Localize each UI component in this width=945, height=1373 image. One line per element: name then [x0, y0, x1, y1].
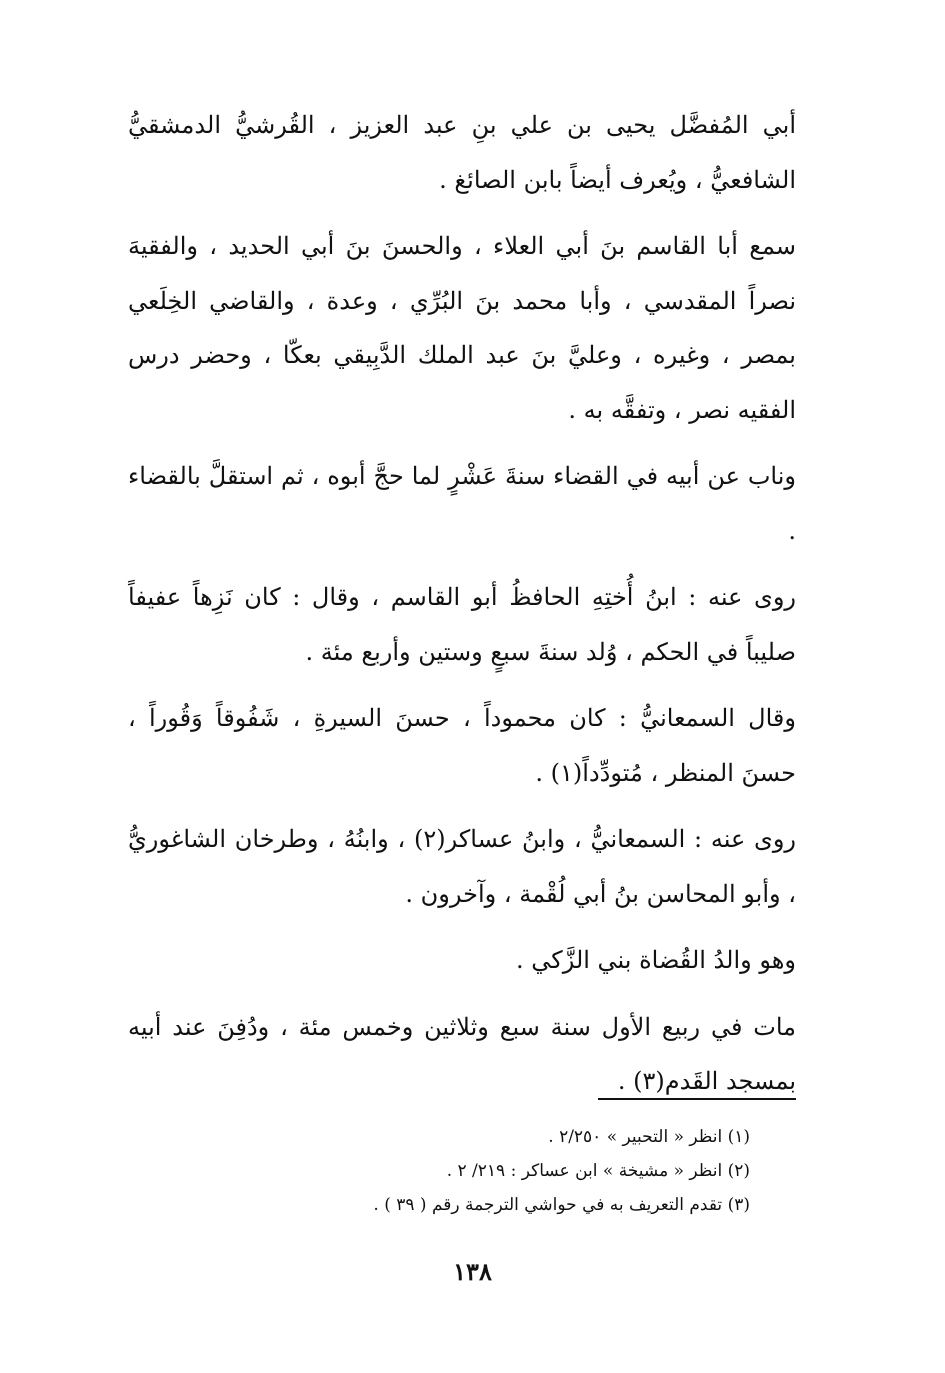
paragraph-name-intro: أبي المُفضَّل يحيى بن علي بنِ عبد العزيز ، القُرشيُّ الدمشقيُّ الشافعيُّ ، ويُعرف أيضاً بابن الصائغ .	[128, 111, 796, 194]
page-number: ١٣٨	[453, 1257, 492, 1286]
footnote-2: (٢) انظر « مشيخة » ابن عساكر : ٢١٩/ ٢ .	[446, 1161, 750, 1181]
footnotes	[250, 1120, 750, 1222]
main-text	[128, 98, 796, 1109]
footnote-1: (١) انظر « التحبير » ٢/٢٥٠ .	[548, 1127, 750, 1147]
paragraph-narrated-by-nephew: روى عنه : ابنُ أُختِهِ الحافظُ أبو القاسم ، وقال : كان نَزِهاً عفيفاً صليباً في الحكم ، وُلد سنةَ سبعٍ وستين وأربع مئة .	[128, 583, 796, 666]
paragraph-judgeship: وناب عن أبيه في القضاء سنةَ عَشْرٍ لما حجَّ أبوه ، ثم استقلَّ بالقضاء .	[128, 462, 796, 545]
footnote-3: (٣) تقدم التعريف به في حواشي الترجمة رقم ( ٣٩ ) .	[373, 1195, 750, 1215]
footnote-separator	[598, 1098, 796, 1100]
paragraph-narrators: روى عنه : السمعانيُّ ، وابنُ عساكر(٢) ، وابنُهُ ، وطرخان الشاغوريُّ ، وأبو المحاسن بنُ أبي لُقْمة ، وآخرون .	[128, 825, 796, 908]
paragraph-death: مات في ربيع الأول سنة سبع وثلاثين وخمس مئة ، ودُفِنَ عند أبيه بمسجد القَدم(٣) .	[128, 1012, 796, 1095]
paragraph-samani-quote: وقال السمعانيُّ : كان محموداً ، حسنَ السيرةِ ، شَفُوقاً وَقُوراً ، حسنَ المنظر ، مُتودِّداً(١) .	[128, 704, 796, 787]
paragraph-teachers: سمع أبا القاسم بنَ أبي العلاء ، والحسنَ بنَ أبي الحديد ، والفقيهَ نصراً المقدسي ، وأبا محمد بنَ البُرِّي ، وعدة ، والقاضي الخِلَعي بمصر ، وغيره ، وعليَّ بنَ عبد الملك الدَّبِيقي بعكّا ، وحضر درس الفقيه نصر ، وتفقَّه به .	[128, 232, 796, 424]
paragraph-father-of-judges: وهو والدُ القُضاة بني الزَّكي .	[516, 946, 796, 974]
